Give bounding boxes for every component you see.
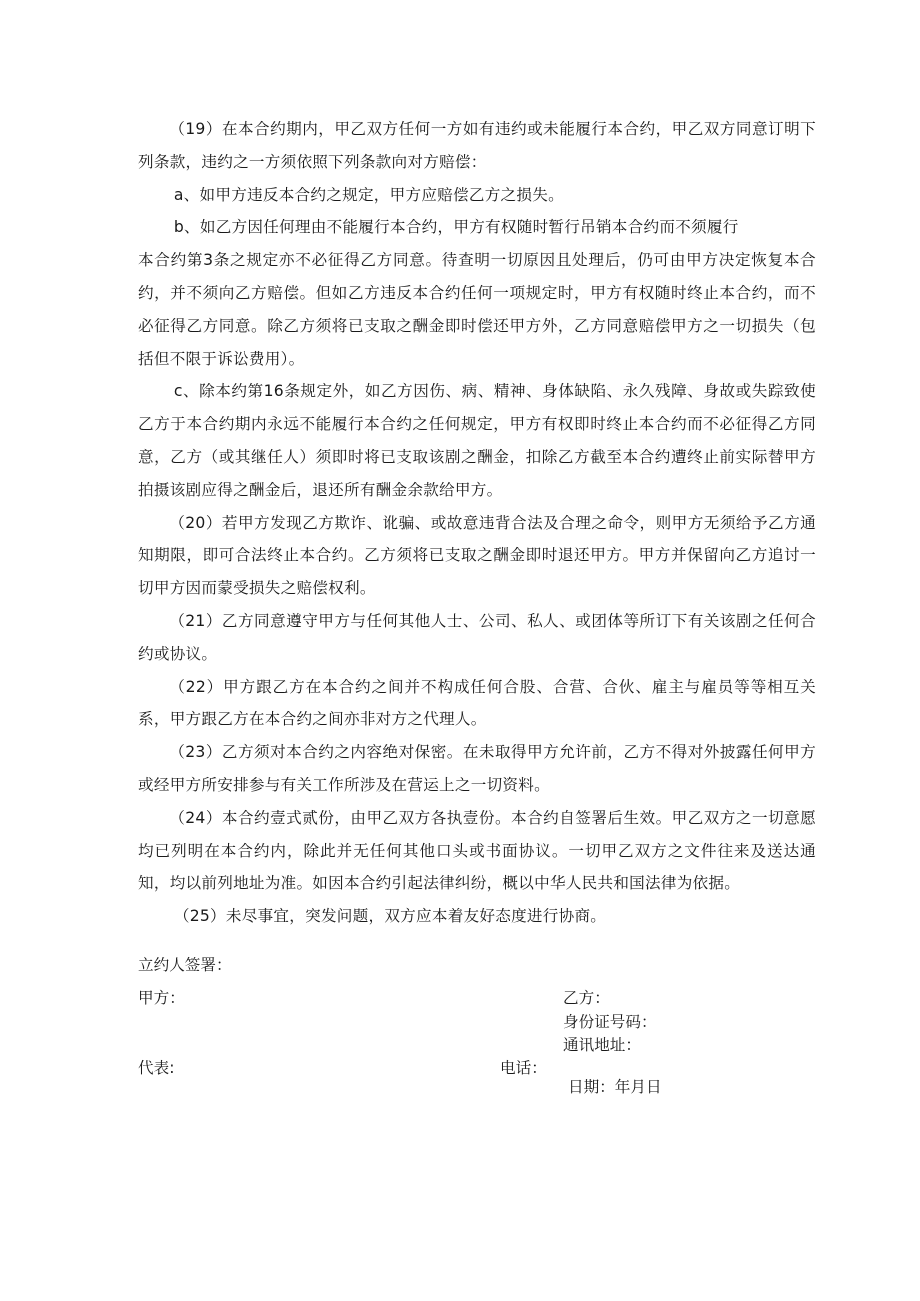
clause-20 xyxy=(138,507,816,605)
representative-label: 代表: xyxy=(138,1059,175,1077)
clause-19 xyxy=(138,113,816,179)
clause-19-item-b-continued xyxy=(138,244,816,375)
clause-19-item-c xyxy=(138,375,816,506)
contract-clauses xyxy=(138,113,816,933)
clause-19-text: （19）在本合约期内，甲乙双方任何一方如有违约或未能履行本合约，甲乙双方同意订明下列条款，违约之一方须依照下列条款向对方赔偿： xyxy=(138,120,816,171)
clause-23 xyxy=(138,736,816,802)
id-number-label: 身份证号码： xyxy=(563,1013,657,1031)
signature-heading: 立约人签署： xyxy=(138,956,232,974)
clause-23-text: （23）乙方须对本合约之内容绝对保密。在未取得甲方允许前，乙方不得对外披露任何甲方或经甲方所安排参与有关工作所涉及在营运上之一切资料。 xyxy=(138,743,816,794)
address-label: 通讯地址： xyxy=(563,1036,641,1054)
clause-19-item-a-text: a、如甲方违反本合约之规定，甲方应赔偿乙方之损失。 xyxy=(173,185,564,204)
party-a-label: 甲方： xyxy=(138,989,185,1007)
clause-19-item-b xyxy=(138,211,816,244)
clause-24 xyxy=(138,802,816,900)
clause-19-item-b-first-line: b、如乙方因任何理由不能履行本合约，甲方有权随时暂行吊销本合约而不须履行 xyxy=(173,218,739,237)
date-label: 日期：年月日 xyxy=(568,1078,662,1096)
clause-25-text: （25）未尽事宜，突发问题，双方应本着友好态度进行协商。 xyxy=(173,907,607,926)
clause-25 xyxy=(138,900,816,933)
clause-19-item-b-rest: 本合约第3条之规定亦不必征得乙方同意。待查明一切原因且处理后，仍可由甲方决定恢复本合约，并不须向乙方赔偿。但如乙方违反本合约任何一项规定时，甲方有权随时终止本合约，而不必征得乙方同意。除乙方须将已支取之酬金即时偿还甲方外，乙方同意赔偿甲方之一切损失（包括但不限于诉讼费用）。 xyxy=(138,251,816,368)
clause-21-text: （21）乙方同意遵守甲方与任何其他人士、公司、私人、或团体等所订下有关该剧之任何合约或协议。 xyxy=(138,611,816,663)
clause-21 xyxy=(138,605,816,671)
phone-label: 电话： xyxy=(500,1059,547,1077)
clause-20-text: （20）若甲方发现乙方欺诈、讹骗、或故意违背合法及合理之命令，则甲方无须给予乙方通知期限，即可合法终止本合约。乙方须将已支取之酬金即时退还甲方。甲方并保留向乙方追讨一切甲方因而蒙受损失之赔偿权利。 xyxy=(138,513,816,598)
clause-19-item-c-text: c、除本约第16条规定外，如乙方因伤、病、精神、身体缺陷、永久残障、身故或失踪致使乙方于本合约期内永远不能履行本合约之任何规定，甲方有权即时终止本合约而不必征得乙方同意，乙方（或其继任人）须即时将已支取该剧之酬金，扣除乙方截至本合约遭终止前实际替甲方拍摄该剧应得之酬金后，退还所有酬金余款给甲方。 xyxy=(138,382,816,499)
clause-22-text: （22）甲方跟乙方在本合约之间并不构成任何合股、合营、合伙、雇主与雇员等等相互关系，甲方跟乙方在本合约之间亦非对方之代理人。 xyxy=(138,677,816,729)
party-b-label: 乙方： xyxy=(563,989,610,1007)
clause-24-text: （24）本合约壹式贰份，由甲乙双方各执壹份。本合约自签署后生效。甲乙双方之一切意愿均已列明在本合约内，除此并无任何其他口头或书面协议。一切甲乙双方之文件往来及送达通知，均以前列地址为准。如因本合约引起法律纠纷，概以中华人民共和国法律为依据。 xyxy=(138,808,816,893)
clause-19-item-a xyxy=(138,179,816,212)
clause-22 xyxy=(138,671,816,737)
